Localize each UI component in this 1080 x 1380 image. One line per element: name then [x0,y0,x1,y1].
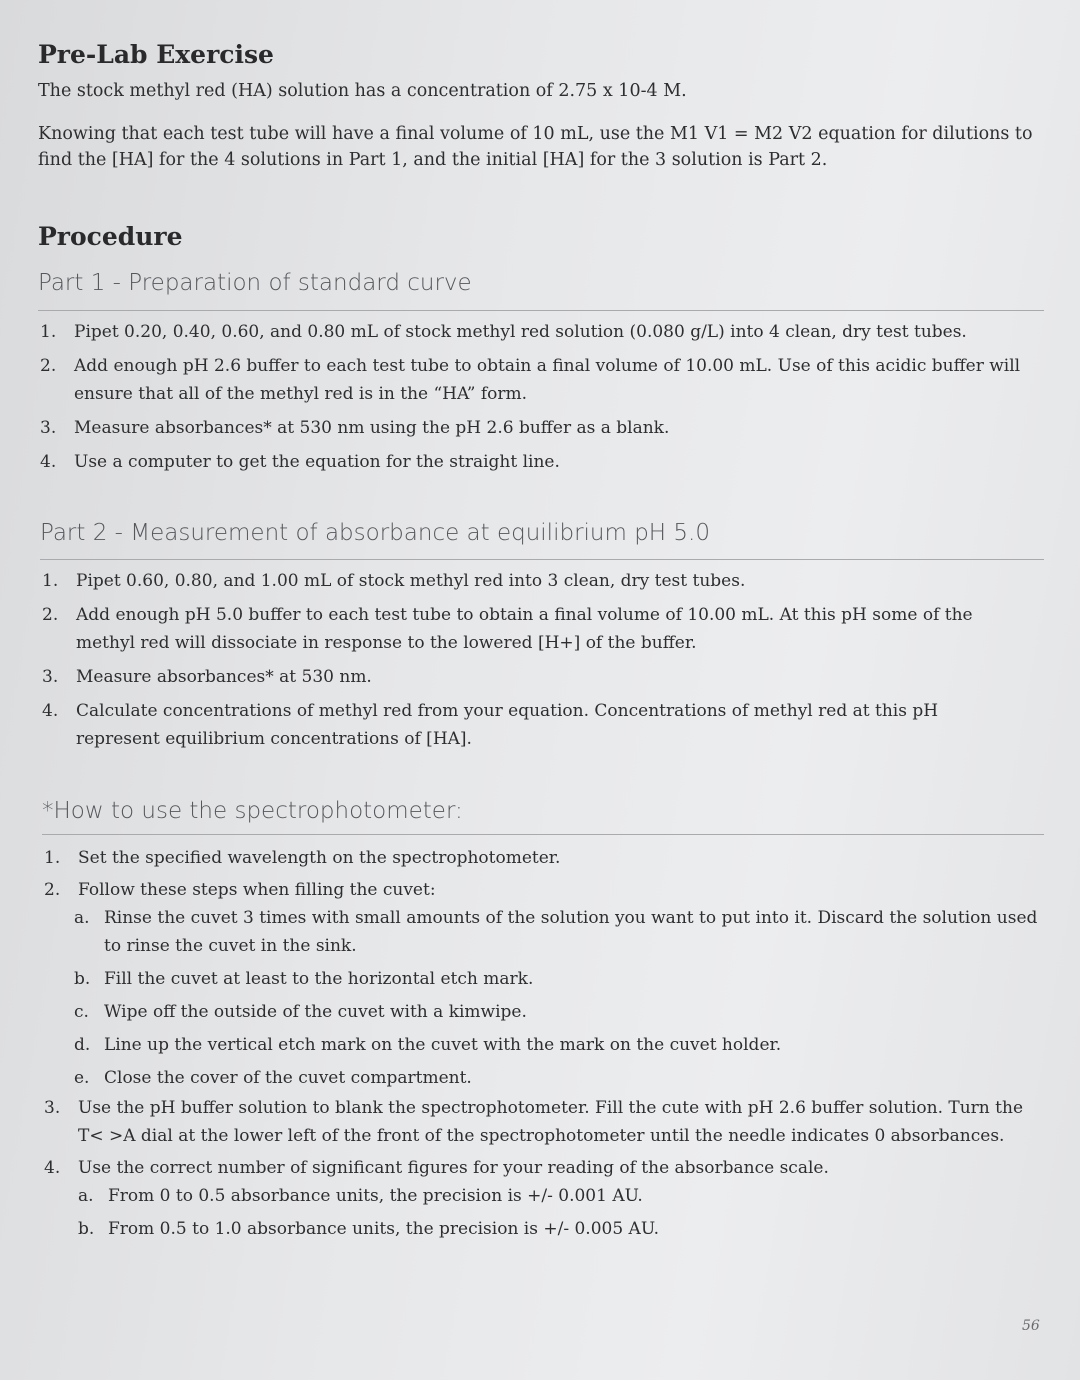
cuvet-step-number: c. [74,1002,89,1022]
prelab-concentration-text: The stock methyl red (HA) solution has a concentration of 2.75 x 10-4 M. [38,81,687,101]
cuvet-step-number: d. [74,1035,91,1055]
part2-step-text: Measure absorbances* at 530 nm. [76,667,372,687]
part2-step-number: 3. [42,667,59,687]
part1-step-number: 3. [40,418,57,438]
cuvet-step-number: e. [74,1068,90,1088]
part2-step-4 [42,697,1002,753]
cuvet-step-text: Wipe off the outside of the cuvet with a kimwipe. [104,1002,527,1022]
spectro-step-2 [44,876,1044,904]
spectro-step-number: 1. [44,848,61,868]
cuvet-step-1 [74,904,1044,960]
cuvet-step-text: Fill the cuvet at least to the horizontal etch mark. [104,969,534,989]
part1-step-text: Measure absorbances* at 530 nm using the pH 2.6 buffer as a blank. [74,418,670,438]
part1-step-text: Pipet 0.20, 0.40, 0.60, and 0.80 mL of stock methyl red solution (0.080 g/L) into 4 clean, dry test tubes. [74,322,967,342]
spectro-step-b-number: 3. [44,1098,61,1118]
part2-step-text: Calculate concentrations of methyl red from your equation. Concentrations of methyl red at this pH represent equilibrium concentrations of [HA]. [76,701,939,749]
part2-step-number: 4. [42,701,59,721]
part2-heading: Part 2 - Measurement of absorbance at equilibrium pH 5.0 [40,520,710,546]
cuvet-step-2 [74,965,1044,993]
part2-step-1 [42,567,1002,595]
cuvet-step-text: Line up the vertical etch mark on the cuvet with the mark on the cuvet holder. [104,1035,782,1055]
part2-step-3 [42,663,1002,691]
part2-divider [40,559,1044,560]
part2-steps [42,567,1002,753]
spectro-step-number: 2. [44,880,61,900]
precision-step-2 [78,1215,1044,1243]
part1-step-number: 1. [40,322,57,342]
precision-step-text: From 0.5 to 1.0 absorbance units, the precision is +/- 0.005 AU. [108,1219,660,1239]
part1-step-4 [40,448,1030,476]
part2-step-2 [42,601,1002,657]
spectro-step-b-2 [44,1154,1044,1182]
part2-step-text: Add enough pH 5.0 buffer to each test tube to obtain a final volume of 10.00 mL. At this pH some of the methyl red will dissociate in response to the lowered [H+] of the buffer. [76,605,973,653]
precision-step-number: a. [78,1186,94,1206]
part1-divider [38,310,1044,311]
part1-step-text: Use a computer to get the equation for the straight line. [74,452,560,472]
precision-step-1 [78,1182,1044,1210]
cuvet-step-number: b. [74,969,91,989]
cuvet-step-number: a. [74,908,90,928]
prelab-instruction-line-2: find the [HA] for the 4 solutions in Part 1, and the initial [HA] for the 3 solution is Part 2. [38,150,828,170]
part2-step-text: Pipet 0.60, 0.80, and 1.00 mL of stock methyl red into 3 clean, dry test tubes. [76,571,746,591]
spectro-step-1 [44,844,1044,872]
spectro-step-b-number: 4. [44,1158,61,1178]
page-number: 56 [1022,1318,1040,1334]
cuvet-step-4 [74,1031,1044,1059]
part1-steps [40,318,1030,476]
spectro-step-text: Set the specified wavelength on the spectrophotometer. [78,848,561,868]
spectro-step-text: Follow these steps when filling the cuvet: [78,880,436,900]
part1-step-number: 2. [40,356,57,376]
spectro-divider [42,834,1044,835]
spectro-step-b-text: Use the pH buffer solution to blank the spectrophotometer. Fill the cute with pH 2.6 buffer solution. Turn the T< >A dial at the lower left of the front of the spectrophotometer until the needle indicates 0 absorbances. [78,1098,1024,1146]
part1-step-text: Add enough pH 2.6 buffer to each test tube to obtain a final volume of 10.00 mL. Use of this acidic buffer will ensure that all of the methyl red is in the “HA” form. [74,356,1021,404]
procedure-title: Procedure [38,222,183,251]
precision-step-number: b. [78,1219,95,1239]
cuvet-step-3 [74,998,1044,1026]
part1-step-3 [40,414,1030,442]
part1-step-number: 4. [40,452,57,472]
spectro-step-b-1 [44,1094,1044,1150]
part1-step-1 [40,318,1030,346]
spectro-heading: *How to use the spectrophotometer: [42,798,463,824]
spectro-steps [44,844,1044,1243]
spectro-step-b-text: Use the correct number of significant figures for your reading of the absorbance scale. [78,1158,829,1178]
part2-step-number: 1. [42,571,59,591]
prelab-title: Pre-Lab Exercise [38,40,274,69]
part2-step-number: 2. [42,605,59,625]
prelab-instruction-line-1: Knowing that each test tube will have a final volume of 10 mL, use the M1 V1 = M2 V2 equation for dilutions to [38,124,1033,144]
cuvet-step-text: Rinse the cuvet 3 times with small amounts of the solution you want to put into it. Discard the solution used to rinse the cuvet in the sink. [104,908,1038,956]
precision-step-text: From 0 to 0.5 absorbance units, the precision is +/- 0.001 AU. [108,1186,643,1206]
cuvet-step-5 [74,1064,1044,1092]
part1-heading: Part 1 - Preparation of standard curve [38,270,472,296]
part1-step-2 [40,352,1030,408]
cuvet-step-text: Close the cover of the cuvet compartment. [104,1068,472,1088]
